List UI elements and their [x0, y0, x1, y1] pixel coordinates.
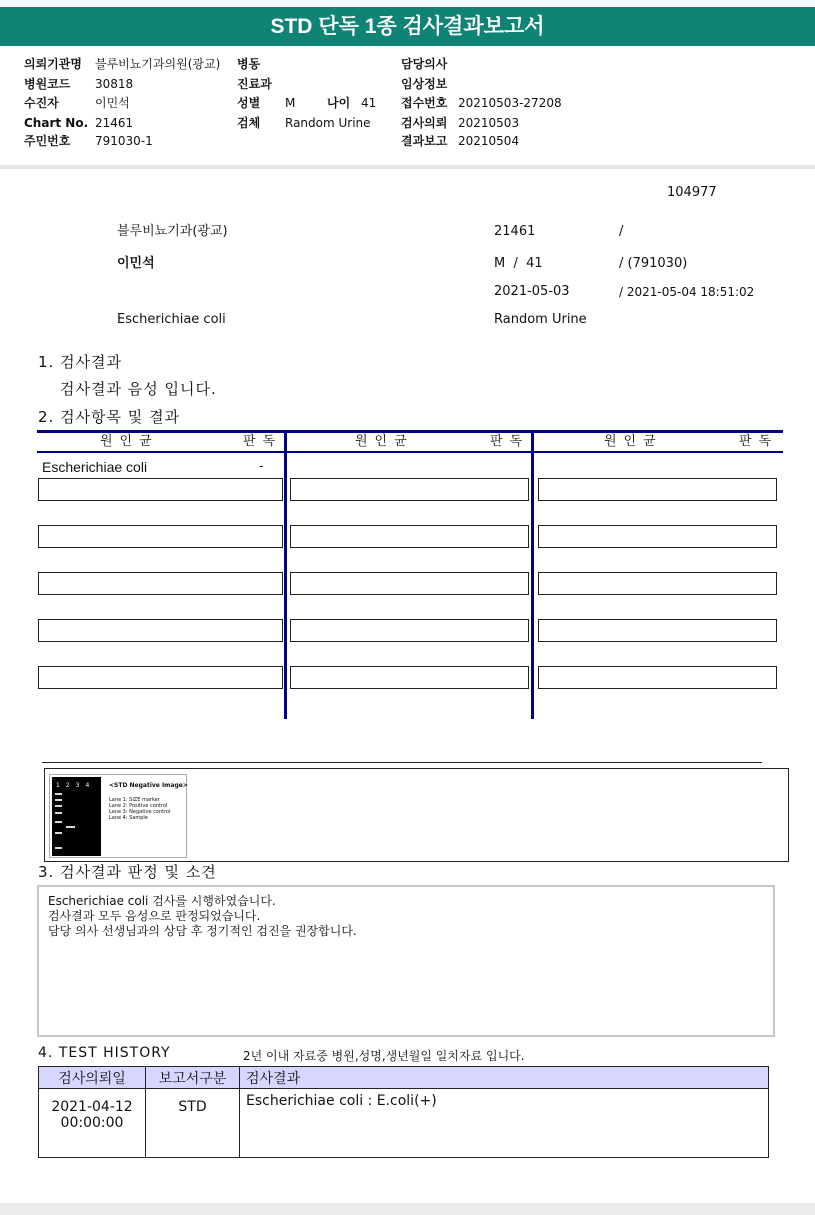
code-value: 30818: [95, 77, 134, 91]
summary-org: 블루비뇨기과(광교): [117, 224, 228, 239]
section3-heading: 3. 검사결과 판정 및 소견: [38, 863, 217, 881]
request-value: 20210503: [458, 116, 520, 130]
dept-label: 진료과: [237, 77, 272, 91]
gel-area-top-rule: [42, 762, 762, 763]
result-judgment: -: [259, 459, 264, 474]
summary-report-datetime: / 2021-05-04 18:51:02: [619, 285, 755, 299]
org-value: 블루비뇨기과의원(광교): [95, 57, 221, 71]
empty-result-cell: [538, 525, 777, 548]
empty-result-cell: [538, 572, 777, 595]
marker-band: [55, 847, 62, 849]
result-table-divider-1: [284, 430, 287, 719]
empty-result-cell: [290, 666, 529, 689]
col-judgment-2: 판독: [490, 434, 530, 449]
gel-title: <STD Negative Image>: [109, 782, 188, 789]
empty-result-cell: [38, 478, 283, 501]
chart-label: Chart No.: [24, 116, 89, 130]
section1-text: 검사결과 음성 입니다.: [60, 380, 217, 398]
empty-result-cell: [38, 572, 283, 595]
ward-label: 병동: [237, 57, 261, 71]
history-date: 2021-04-12: [51, 1099, 133, 1115]
empty-result-cell: [290, 619, 529, 642]
sex-label: 성별: [237, 96, 261, 110]
summary-specimen: Random Urine: [494, 312, 587, 327]
summary-chart: 21461: [494, 224, 536, 239]
result-table-header-line: [37, 451, 783, 453]
col-pathogen-3: 원인균: [604, 434, 663, 449]
rrn-label: 주민번호: [24, 134, 71, 148]
history-result: Escherichiae coli : E.coli(+): [240, 1089, 769, 1158]
summary-birth: / (791030): [619, 256, 688, 271]
age-value: 41: [361, 96, 377, 110]
sex-value: M: [285, 96, 296, 110]
request-label: 검사의뢰: [401, 116, 448, 130]
marker-band: [55, 832, 62, 834]
empty-result-cell: [290, 478, 529, 501]
org-label: 의뢰기관명: [24, 57, 82, 71]
empty-result-cell: [38, 525, 283, 548]
summary-request-date: 2021-05-03: [494, 284, 570, 299]
empty-result-cell: [290, 572, 529, 595]
gel-picture: [52, 777, 101, 856]
receipt-value: 20210503-27208: [458, 96, 562, 110]
result-value: 20210504: [458, 134, 520, 148]
history-note: 2년 이내 자료중 병원,성명,생년월일 일치자료 입니다.: [243, 1049, 525, 1063]
summary-patient: 이민석: [117, 256, 155, 271]
col-judgment-1: 판독: [243, 434, 283, 449]
specimen-value: Random Urine: [285, 116, 371, 130]
gel-lane-1: 1: [56, 782, 66, 789]
specimen-label: 검체: [237, 116, 261, 130]
section1-heading: 1. 검사결과: [38, 353, 123, 371]
gel-legend-3: Lane 3: Negative control: [109, 809, 171, 815]
summary-test-name: Escherichiae coli: [117, 312, 226, 327]
table-row: [39, 1089, 769, 1158]
name-label: 수진자: [24, 96, 59, 110]
opinion-line-3: 담당 의사 선생님과의 상담 후 정기적인 검진을 권장합니다.: [48, 924, 357, 938]
result-label: 결과보고: [401, 134, 448, 148]
name-value: 이민석: [95, 96, 130, 110]
col-pathogen-2: 원인균: [355, 434, 414, 449]
result-table-top-line: [37, 430, 783, 433]
receipt-label: 접수번호: [401, 96, 448, 110]
chart-value: 21461: [95, 116, 134, 130]
history-col-date: 검사의뢰일: [39, 1067, 146, 1089]
history-time: 00:00:00: [60, 1115, 124, 1131]
gel-lane-2: 2: [65, 782, 76, 789]
result-pathogen: Escherichiae coli: [42, 459, 148, 475]
opinion-line-2: 검사결과 모두 음성으로 판정되었습니다.: [48, 909, 261, 923]
code-label: 병원코드: [24, 77, 71, 91]
age-label: 나이: [327, 96, 351, 110]
doc-number: 104977: [667, 185, 717, 200]
gel-legend-4: Lane 4: Sample: [109, 815, 148, 821]
gel-legend-2: Lane 2: Positive control: [109, 803, 168, 809]
rrn-value: 791030-1: [95, 134, 153, 148]
gel-lane-3: 3: [75, 782, 86, 789]
marker-band: [55, 793, 62, 795]
marker-band: [55, 805, 62, 807]
empty-result-cell: [538, 666, 777, 689]
history-table: [38, 1066, 769, 1158]
history-type: STD: [146, 1089, 240, 1158]
empty-result-cell: [538, 619, 777, 642]
history-col-type: 보고서구분: [146, 1067, 240, 1089]
summary-slash: /: [619, 224, 624, 239]
empty-result-cell: [290, 525, 529, 548]
marker-band: [55, 821, 62, 823]
empty-result-cell: [38, 666, 283, 689]
history-date-cell: [39, 1089, 146, 1158]
marker-band: [55, 812, 62, 814]
col-judgment-3: 판독: [739, 434, 779, 449]
empty-result-cell: [538, 478, 777, 501]
gel-legend-1: Lane 1: SIZE marker: [109, 797, 160, 803]
header-divider: [0, 165, 815, 169]
doctor-label: 담당의사: [401, 57, 448, 71]
empty-result-cell: [38, 619, 283, 642]
history-header-row: [39, 1067, 769, 1089]
report-title: STD 단독 1종 검사결과보고서: [0, 7, 815, 46]
col-pathogen-1: 원인균: [100, 434, 159, 449]
history-col-result: 검사결과: [240, 1067, 769, 1089]
section4-heading: 4. TEST HISTORY: [38, 1045, 171, 1061]
result-table-divider-2: [531, 430, 534, 719]
section2-heading: 2. 검사항목 및 결과: [38, 408, 181, 426]
positive-control-band: [66, 826, 75, 828]
marker-band: [55, 799, 62, 801]
opinion-line-1: Escherichiae coli 검사를 시행하였습니다.: [48, 894, 276, 908]
summary-sex-age: M / 41: [494, 256, 543, 271]
gel-lane-4: 4: [85, 782, 96, 789]
clinical-label: 임상정보: [401, 77, 448, 91]
gel-lane-numbers: [56, 782, 95, 789]
bottom-bar: [0, 1203, 815, 1215]
